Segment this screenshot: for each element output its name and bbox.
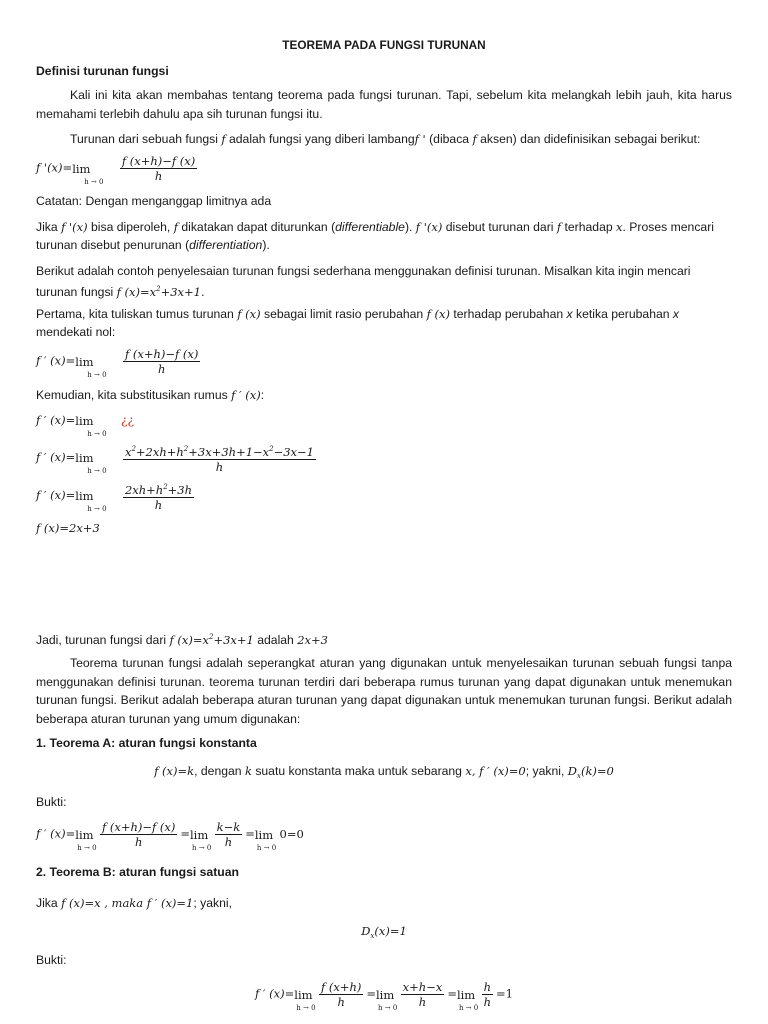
formula-definition: f '(x)=lim h → 0 $\frac{f (x+h)-f (x)}{h}$ bbox=[36, 154, 196, 186]
formula-result: f (x)=2x+3 bbox=[36, 521, 100, 535]
section-heading-definition: Definisi turunan fungsi bbox=[36, 64, 169, 78]
paragraph-example-function: turunan fungsi f $(x)=x^2+3x+1$. bbox=[36, 285, 205, 299]
paragraph-differentiable: Jika f '(x) bisa diperoleh, f dikatakan dapat diturunkan (differentiable). f '(x) disebut turunan dari f terhadap x. Proses mencari bbox=[36, 220, 714, 234]
red-error-glyph: ¿¿ bbox=[120, 413, 135, 427]
paragraph-intro: Kali ini kita akan membahas tentang teorema pada fungsi turunan. Tapi, sebelum kita melangkah lebih jauh, kita harus memahami terlebih dahulu apa sih turunan fungsi itu. bbox=[36, 88, 732, 121]
paragraph-substitute: Kemudian, kita substitusikan rumus f ′ (x): bbox=[36, 388, 265, 402]
theorem-b-dx: $D_x(x)=1$ bbox=[361, 924, 407, 940]
formula-step3: f ′ (x)=lim h → 0 $\frac{2xh+h^2+3h}{h}$ bbox=[36, 480, 197, 512]
paragraph-first-step: Pertama, kita tuliskan tumus turunan f (x) sebagai limit rasio perubahan f (x) terhadap perubahan x ketika perubahan x bbox=[36, 307, 680, 321]
paragraph-differentiation: turunan disebut penurunan (differentiation). bbox=[36, 238, 270, 252]
heading-theorem-b: 2. Teorema B: aturan fungsi satuan bbox=[36, 865, 239, 879]
proof-label-a: Bukti: bbox=[36, 795, 67, 809]
proof-label-b: Bukti: bbox=[36, 953, 67, 967]
proof-theorem-a: f ′ (x)=lim h → 0 $\frac{f (x+h)-f (x)}{h}$ =lim h → 0 $\frac{k-k}{h}$ =lim h → 0 0=0 bbox=[36, 820, 304, 852]
formula-step2: f ′ (x)=lim h → 0 $\frac{x^2+2xh+h^2+3x+3h+1-x^2-3x-1}{h}$ bbox=[36, 442, 319, 474]
formula-definition-repeat: f ′ (x)=lim h → 0 $\frac{f (x+h)-f (x)}{h}$ bbox=[36, 347, 199, 379]
document-title: TEOREMA PADA FUNGSI TURUNAN bbox=[282, 38, 486, 52]
paragraph-approach-zero: mendekati nol: bbox=[36, 325, 116, 339]
proof-theorem-b: f ′ (x)=lim h → 0 $\frac{f (x+h)}{h}$ =lim h → 0 $\frac{x+h-x}{h}$ =lim h → 0 $\frac{h}{h}$ =1 bbox=[255, 980, 513, 1012]
paragraph-derivative-notation: Turunan dari sebuah fungsi f adalah fungsi yang diberi lambangf ' (dibaca f aksen) dan didefinisikan sebagai berikut: bbox=[70, 132, 701, 146]
paragraph-conclusion: Jadi, turunan fungsi dari f $(x)=x^2+3x+1$ adalah 2x+3 bbox=[36, 633, 328, 647]
theorem-a-statement: f (x)=k, dengan k suatu konstanta maka untuk sebarang x, f ′ (x)=0; yakni, $D_x(k)=0$ bbox=[154, 764, 614, 780]
paragraph-example-intro: Berikut adalah contoh penyelesaian turunan fungsi sederhana menggunakan definisi turunan. Misalkan kita ingin mencari bbox=[36, 264, 691, 278]
note-limit-exists: Catatan: Dengan menganggap limitnya ada bbox=[36, 194, 272, 208]
heading-theorem-a: 1. Teorema A: aturan fungsi konstanta bbox=[36, 736, 257, 750]
document-page bbox=[36, 0, 732, 1024]
paragraph-theorem-intro: Teorema turunan fungsi adalah seperangkat aturan yang digunakan untuk menyelesaikan turunan sebuah fungsi tanpa menggunakan definisi turunan. teorema turunan terdiri dari beberapa rumus turunan yang dapat digunakan untuk menemukan turunan fungsi. Berikut adalah beberapa aturan turunan yang dapat digunakan untuk menemukan turunan fungsi. Berikut adalah beberapa aturan turunan yang umum digunakan: bbox=[36, 656, 732, 726]
formula-step1: f ′ (x)=lim h → 0 ¿¿ bbox=[36, 413, 135, 438]
theorem-b-statement: Jika f (x)=x , maka f ′ (x)=1; yakni, bbox=[36, 896, 232, 910]
